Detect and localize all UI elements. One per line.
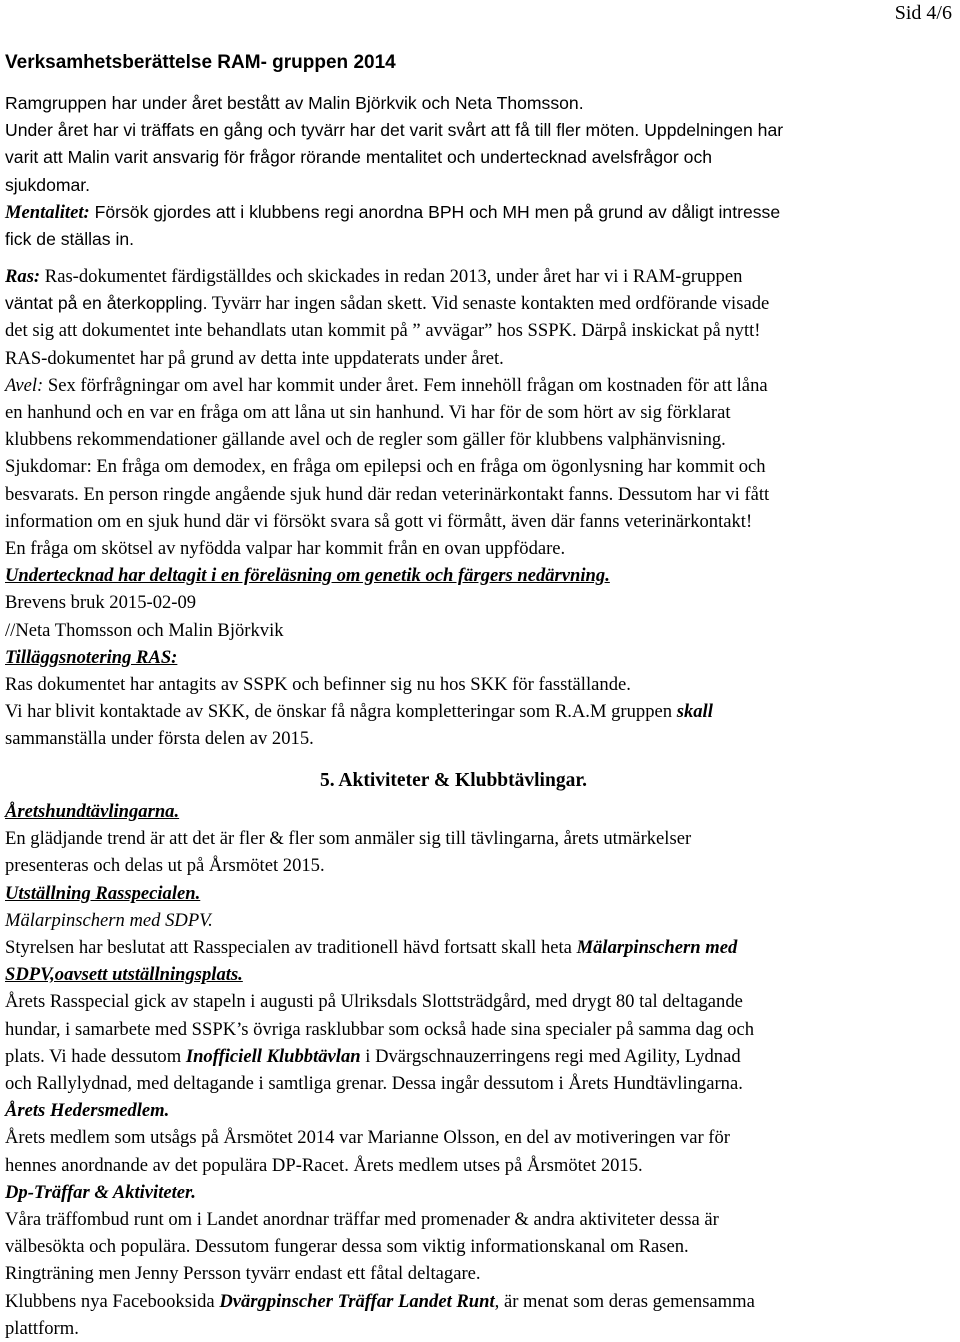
dp-line: välbesökta och populära. Dessutom fungerar dessa som viktig informationskanal om Rasen. [5, 1236, 689, 1258]
ras-line [5, 290, 953, 317]
tillagg-emphasis: skall [676, 701, 713, 723]
facebook-page-name: Dvärgpinscher Träffar Landet Runt [219, 1290, 495, 1312]
ram-line: fick de ställas in. [5, 229, 135, 250]
styrelsen-text: Styrelsen har beslutat att Rasspecialen av traditionell hävd fortsatt skall heta [5, 937, 577, 959]
rasspecial-emphasis: Inofficiell Klubbtävlan [185, 1045, 361, 1067]
tillagg-heading: Tilläggsnotering RAS: [5, 646, 178, 668]
ram-line: Under året har vi träffats en gång och tyvärr har det varit svårt att få till fler möten. Uppdelningen har [5, 120, 784, 141]
facebook-text: , är menat som deras gemensamma [494, 1290, 755, 1312]
styrelsen-line [5, 934, 953, 961]
tillagg-line: sammanställa under första delen av 2015. [5, 728, 314, 750]
mentalitet-paragraph [5, 199, 953, 226]
ras-paragraph [5, 263, 953, 290]
mentalitet-label: Mentalitet: [5, 201, 90, 223]
page-number: Sid 4/6 [894, 2, 952, 24]
ram-body [5, 90, 953, 253]
sjuk-line: besvarats. En person ringde angående sjuk hund där redan veterinärkontakt fanns. Dessutom har vi fått [5, 483, 770, 505]
sjuk-line: Sjukdomar: En fråga om demodex, en fråga om epilepsi och en fråga om ögonlysning har kommit och [5, 456, 766, 478]
sjuk-line: En fråga om skötsel av nyfödda valpar har kommit från en ovan uppfödare. [5, 538, 566, 560]
tillagg-line [5, 698, 953, 725]
avel-line: en hanhund och en var en fråga om att låna ut sin hanhund. Vi har för de som hört av sig förklarat [5, 402, 731, 424]
ram-line: Ramgruppen har under året bestått av Malin Björkvik och Neta Thomsson. [5, 93, 584, 113]
ras-text: Ras-dokumentet färdigställdes och skickades in redan 2013, under året har vi i RAM-gruppen [40, 266, 743, 287]
hedersmedlem-line: hennes anordnande av det populära DP-Racet. Årets medlem utses på Årsmötet 2015. [5, 1154, 643, 1176]
dp-line: Ringträning men Jenny Persson tyvärr endast ett fåtal deltagare. [5, 1263, 481, 1285]
signature-line: //Neta Thomsson och Malin Björkvik [5, 619, 284, 641]
tillagg-line: Ras dokumentet har antagits av SSPK och befinner sig nu hos SKK för fasställande. [5, 674, 631, 696]
avel-text: Sex förfrågningar om avel har kommit under året. Fem innehöll frågan om kostnaden för att låna [43, 374, 768, 396]
ram-section-title: Verksamhetsberättelse RAM- gruppen 2014 [5, 52, 396, 73]
arets-line: presenteras och delas ut på Årsmötet 2015. [5, 855, 325, 877]
styrelsen-emphasis: Mälarpinschern med [576, 937, 738, 959]
facebook-line [5, 1288, 953, 1315]
rasspecial-line [5, 1043, 953, 1070]
section-5-body [5, 798, 953, 1342]
rasspecial-line: hundar, i samarbete med SSPK’s övriga rasklubbar som också hade sina specialer på samma dag och [5, 1018, 754, 1040]
arets-heading: Åretshundtävlingarna. [5, 801, 180, 822]
rasspecial-text: plats. Vi hade dessutom [5, 1045, 186, 1067]
section-5-heading: 5. Aktiviteter & Klubbtävlingar. [320, 770, 588, 791]
hedersmedlem-line: Årets medlem som utsågs på Årsmötet 2014 var Marianne Olsson, en del av motiveringen var för [5, 1127, 730, 1149]
hedersmedlem-heading: Årets Hedersmedlem. [5, 1100, 170, 1122]
date-line: Brevens bruk 2015-02-09 [5, 592, 197, 614]
dp-traffar-heading: Dp-Träffar & Aktiviteter. [5, 1181, 196, 1203]
ram-line: varit att Malin varit ansvarig för frågor rörande mentalitet och undertecknad avelsfrågor och [5, 147, 713, 168]
ras-line: det sig att dokumentet inte behandlats utan kommit på ” avvägar” hos SSPK. Därpå inskickat på nytt! [5, 320, 761, 342]
dp-line: Våra träffombud runt om i Landet anordnar träffar med promenader & andra aktiviteter dessa är [5, 1209, 719, 1231]
utstallning-heading: Utställning Rasspecialen. [5, 882, 201, 904]
ras-line: RAS-dokumentet har på grund av detta inte uppdaterats under året. [5, 347, 504, 369]
avel-label: Avel: [5, 374, 44, 396]
styrelsen-emphasis-line: SDPV,oavsett utställningsplats. [5, 964, 243, 986]
ras-body [5, 263, 953, 753]
rasspecial-text: i Dvärgschnauzerringens regi med Agility, Lydnad [360, 1045, 741, 1067]
ras-text: Tyvärr har ingen sådan skett. Vid senaste kontakten med ordförande visade [207, 293, 770, 315]
avel-line: klubbens rekommendationer gällande avel och de regler som gäller för klubbens valphänvisning. [5, 429, 726, 451]
ras-label: Ras: [5, 266, 41, 287]
rasspecial-line: och Rallylydnad, med deltagande i samtliga grenar. Dessa ingår dessutom i Årets Hundtävlingarna. [5, 1073, 743, 1095]
ras-text-sans: väntat på en återkoppling. [5, 293, 208, 314]
rasspecial-line: Årets Rasspecial gick av stapeln i augusti på Ulriksdals Slottsträdgård, med drygt 80 tal deltagande [5, 991, 743, 1013]
sjuk-line: information om en sjuk hund där vi försökt svara så gott vi förmått, även där fanns veterinärkontakt! [5, 510, 753, 532]
tillagg-text: Vi har blivit kontaktade av SKK, de önskar få några kompletteringar som R.A.M gruppen [5, 701, 677, 723]
genetik-line: Undertecknad har deltagit i en föreläsning om genetik och färgers nedärvning. [5, 565, 610, 587]
ram-line: sjukdomar. [5, 174, 91, 195]
mentalitet-text: Försök gjordes att i klubbens regi anordna BPH och MH men på grund av dåligt intresse [89, 201, 781, 222]
utstallning-subheading: Mälarpinschern med SDPV. [5, 909, 213, 931]
facebook-line: plattform. [5, 1317, 79, 1339]
facebook-text: Klubbens nya Facebooksida [5, 1290, 220, 1312]
arets-line: En glädjande trend är att det är fler & fler som anmäler sig till tävlingarna, årets utmärkelser [5, 828, 692, 850]
avel-paragraph [5, 372, 953, 399]
